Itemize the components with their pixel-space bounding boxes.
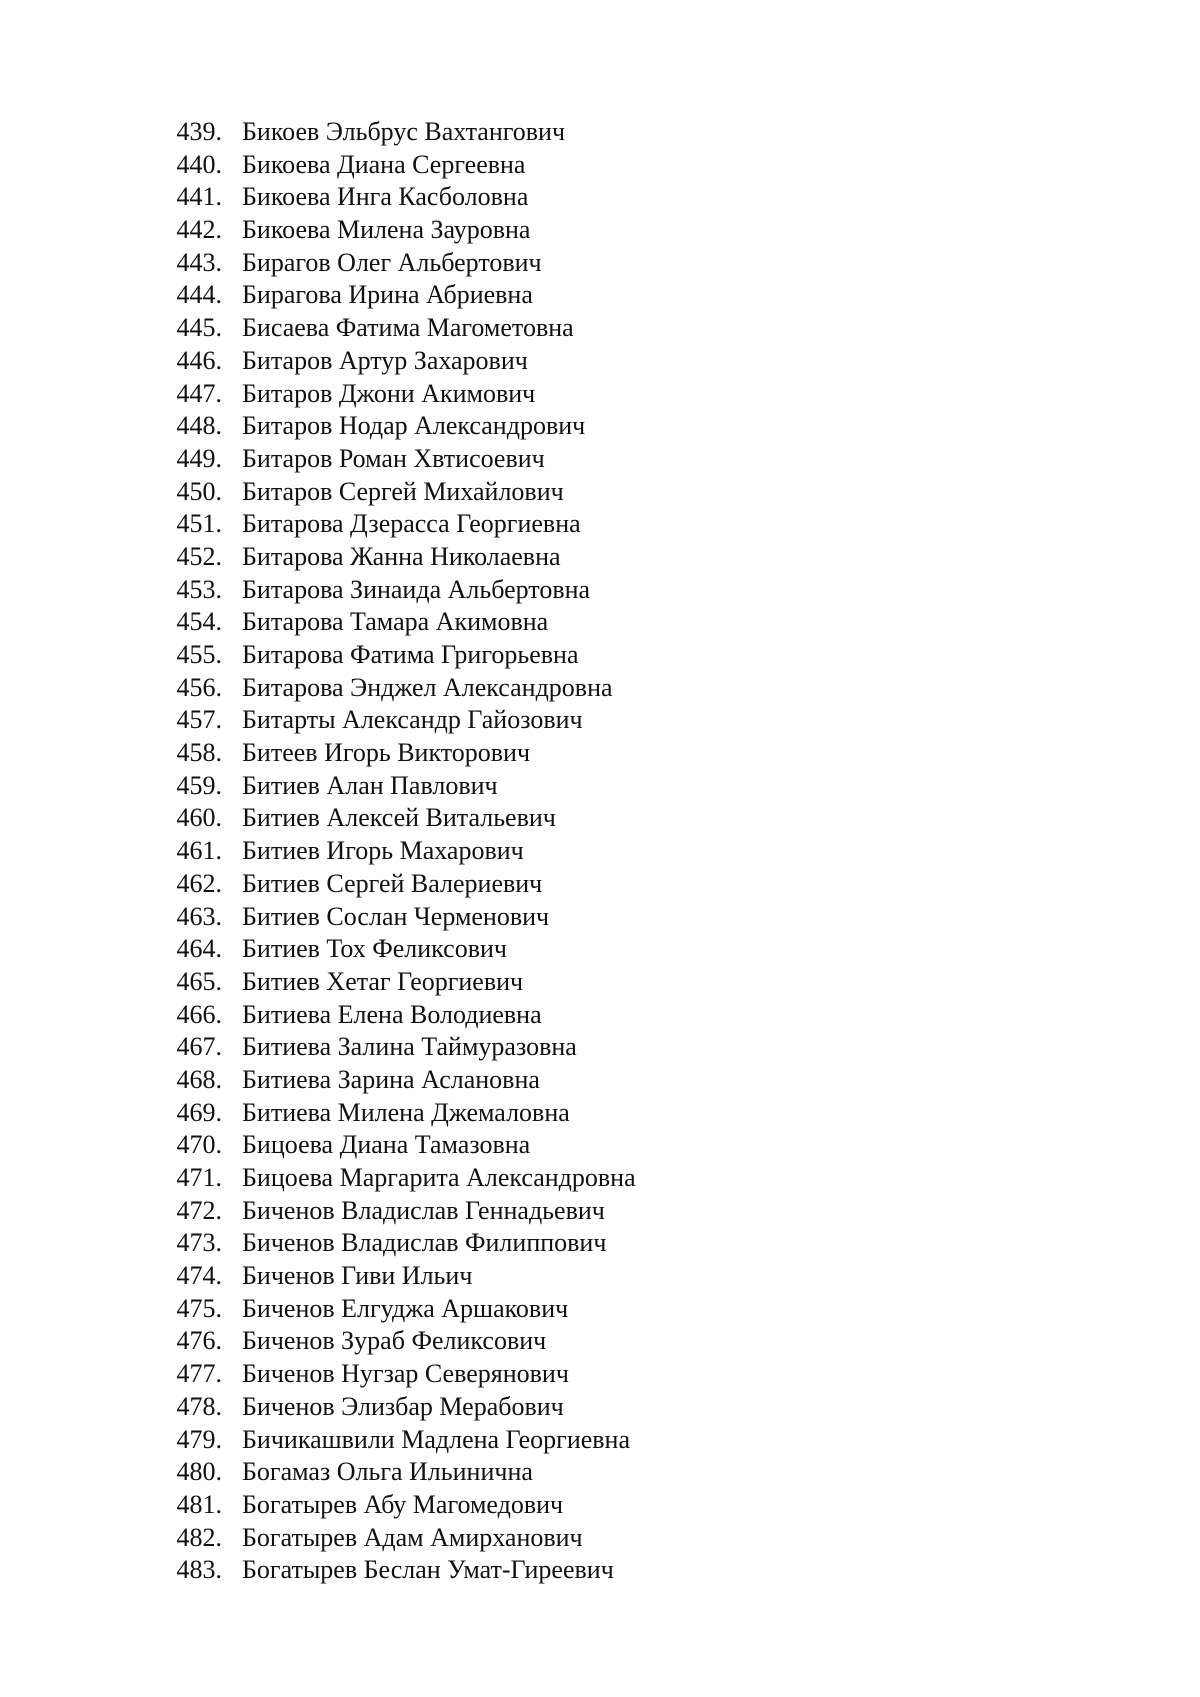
entry-name: Битиев Алан Павлович [242,770,498,800]
entry-number: 453. [176,574,222,604]
entry-name: Битаров Артур Захарович [242,345,528,375]
entry-number: 440. [176,149,222,179]
entry-name: Бичикашвили Мадлена Георгиевна [242,1424,631,1454]
entry-number: 478. [176,1391,222,1421]
entry-name: Битиев Хетаг Георгиевич [242,966,524,996]
entry-number: 455. [176,640,222,669]
entry-number: 469. [176,1097,222,1127]
list-item [150,704,636,737]
entry-number: 467. [176,1032,222,1062]
entry-name: Битиева Залина Таймуразовна [242,1032,577,1062]
list-item [150,1260,636,1293]
entry-number: 477. [176,1359,222,1389]
list-item [150,149,636,182]
list-item [150,999,636,1032]
entry-number: 441. [176,182,222,212]
entry-name: Битиев Сослан Черменович [242,901,550,931]
entry-number: 463. [176,901,222,931]
list-item [150,1162,636,1195]
entry-number: 460. [176,803,222,833]
entry-name: Бисаева Фатима Магометовна [242,313,574,343]
entry-number: 451. [176,509,222,539]
list-item [150,476,636,509]
entry-name: Бирагов Олег Альбертович [242,247,542,277]
list-item [150,835,636,868]
list-item [150,1358,636,1391]
entry-name: Биченов Нугзар Северянович [242,1359,569,1389]
list-item [150,737,636,770]
list-item [150,1456,636,1489]
entry-name: Битарова Дзерасса Георгиевна [242,509,581,539]
list-item [150,1129,636,1162]
list-item [150,901,636,934]
entry-number: 459. [176,770,222,800]
entry-number: 465. [176,966,222,996]
list-item [150,672,636,705]
entry-name: Битиева Елена Володиевна [242,999,542,1029]
list-item [150,1227,636,1260]
list-item [150,378,636,411]
entry-number: 480. [176,1457,222,1487]
entry-number: 479. [176,1424,222,1454]
list-item [150,214,636,247]
entry-name: Битиева Милена Джемаловна [242,1097,570,1127]
entry-number: 475. [176,1293,222,1323]
entry-name: Битарова Тамара Акимовна [242,607,549,637]
entry-name: Битиев Тох Феликсович [242,934,507,964]
list-item [150,1064,636,1097]
list-item [150,966,636,999]
entry-name: Битарова Фатима Григорьевна [242,640,579,669]
entry-number: 466. [176,999,222,1029]
entry-name: Битиев Алексей Витальевич [242,803,556,833]
list-item [150,802,636,835]
entry-number: 473. [176,1228,222,1258]
name-list [150,116,636,1587]
entry-number: 458. [176,738,222,768]
entry-number: 468. [176,1064,222,1094]
list-item [150,410,636,443]
entry-name: Битарты Александр Гайозович [242,705,583,735]
list-item [150,770,636,803]
entry-name: Бицоева Диана Тамазовна [242,1130,531,1160]
list-item [150,1195,636,1228]
entry-number: 471. [176,1163,222,1192]
entry-number: 444. [176,280,222,310]
entry-number: 445. [176,313,222,343]
list-item [150,247,636,280]
entry-name: Богатырев Беслан Умат-Гиреевич [242,1555,614,1585]
entry-name: Бикоева Милена Зауровна [242,215,531,245]
entry-number: 464. [176,934,222,964]
entry-name: Битиев Игорь Махарович [242,836,524,866]
entry-name: Биченов Владислав Филиппович [242,1228,607,1258]
entry-name: Биченов Элизбар Мерабович [242,1391,564,1421]
entry-name: Бирагова Ирина Абриевна [242,280,533,310]
entry-name: Битарова Жанна Николаевна [242,541,561,571]
entry-name: Биченов Владислав Геннадьевич [242,1195,605,1225]
entry-number: 449. [176,443,222,473]
list-item [150,181,636,214]
entry-number: 482. [176,1522,222,1552]
entry-number: 483. [176,1555,222,1585]
entry-number: 450. [176,476,222,506]
list-item [150,933,636,966]
list-item [150,1522,636,1555]
list-item [150,1325,636,1358]
entry-name: Бикоева Диана Сергеевна [242,149,526,179]
entry-name: Битарова Зинаида Альбертовна [242,574,591,604]
entry-name: Бикоев Эльбрус Вахтангович [242,117,566,146]
entry-name: Биченов Елгуджа Аршакович [242,1293,569,1323]
list-item [150,312,636,345]
entry-name: Богамаз Ольга Ильинична [242,1457,533,1487]
entry-number: 448. [176,411,222,441]
entry-number: 439. [176,117,222,146]
entry-number: 470. [176,1130,222,1160]
entry-name: Битаров Роман Хвтисоевич [242,443,545,473]
entry-number: 457. [176,705,222,735]
entry-name: Битаров Нодар Александрович [242,411,586,441]
entry-name: Битаров Сергей Михайлович [242,476,564,506]
entry-number: 443. [176,247,222,277]
list-item [150,508,636,541]
entry-name: Битаров Джони Акимович [242,378,536,408]
entry-name: Биченов Зураб Феликсович [242,1326,547,1356]
entry-name: Битарова Энджел Александровна [242,672,613,702]
list-item [150,1031,636,1064]
list-item [150,1424,636,1457]
entry-number: 447. [176,378,222,408]
entry-number: 474. [176,1261,222,1291]
list-item [150,574,636,607]
entry-number: 476. [176,1326,222,1356]
list-item [150,1293,636,1326]
list-item [150,868,636,901]
entry-name: Биченов Гиви Ильич [242,1261,473,1291]
entry-name: Богатырев Абу Магомедович [242,1489,564,1519]
list-item [150,345,636,378]
entry-name: Битиева Зарина Аслановна [242,1064,540,1094]
list-item [150,639,636,672]
list-item [150,1391,636,1424]
list-item [150,541,636,574]
list-item [150,1489,636,1522]
entry-name: Битеев Игорь Викторович [242,738,531,768]
entry-number: 442. [176,215,222,245]
entry-number: 454. [176,607,222,637]
entry-number: 481. [176,1489,222,1519]
entry-number: 456. [176,672,222,702]
list-item [150,1097,636,1130]
entry-name: Бицоева Маргарита Александровна [242,1163,636,1192]
list-item [150,606,636,639]
entry-name: Богатырев Адам Амирханович [242,1522,583,1552]
entry-number: 461. [176,836,222,866]
list-item [150,116,636,149]
entry-number: 472. [176,1195,222,1225]
list-item [150,1554,636,1587]
entry-number: 452. [176,541,222,571]
entry-name: Битиев Сергей Валериевич [242,868,543,898]
entry-number: 462. [176,868,222,898]
list-item [150,279,636,312]
entry-name: Бикоева Инга Касболовна [242,182,529,212]
list-item [150,443,636,476]
entry-number: 446. [176,345,222,375]
